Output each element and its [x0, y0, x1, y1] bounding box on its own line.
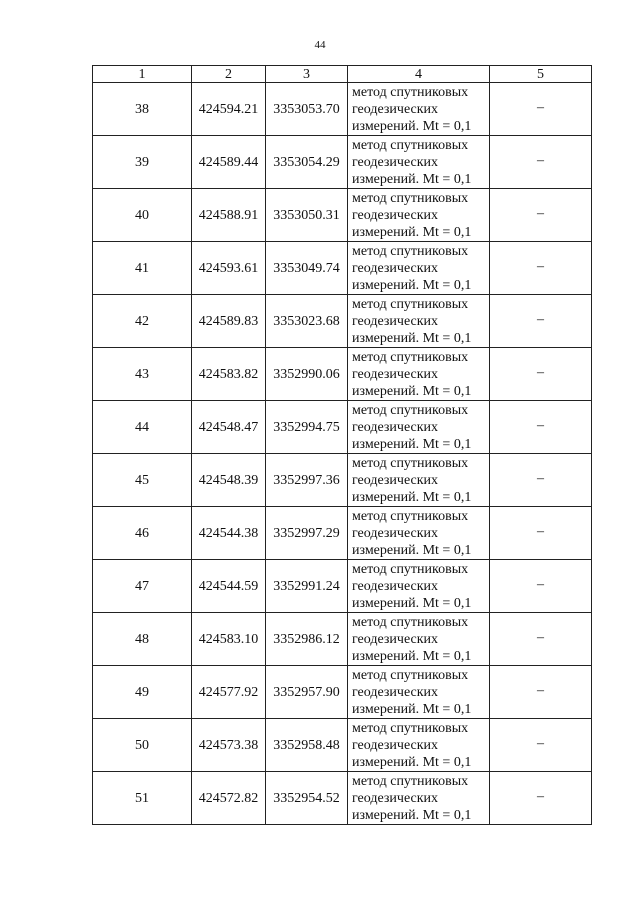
note-cell — [490, 401, 592, 454]
method-line-3: измерений. Mt = 0,1 — [352, 224, 472, 240]
method-cell — [348, 348, 490, 401]
method-cell — [348, 189, 490, 242]
y-coordinate-cell: 3353054.29 — [266, 136, 348, 189]
x-coordinate-cell: 424593.61 — [192, 242, 266, 295]
method-line-2: геодезических — [352, 313, 439, 329]
note-value: – — [537, 205, 544, 221]
table-row — [93, 772, 592, 825]
table-row — [93, 189, 592, 242]
table-row — [93, 560, 592, 613]
note-value: – — [537, 417, 544, 433]
y-coordinate-cell: 3352997.29 — [266, 507, 348, 560]
note-value: – — [537, 735, 544, 751]
point-number-cell: 51 — [93, 772, 192, 825]
method-line-1: метод спутниковых — [352, 773, 469, 789]
header-col-2: 2 — [192, 66, 266, 83]
note-value: – — [537, 523, 544, 539]
x-coordinate-cell: 424577.92 — [192, 666, 266, 719]
method-cell — [348, 401, 490, 454]
note-value: – — [537, 470, 544, 486]
note-value: – — [537, 629, 544, 645]
y-coordinate-cell: 3352986.12 — [266, 613, 348, 666]
y-coordinate-cell: 3353050.31 — [266, 189, 348, 242]
note-cell — [490, 295, 592, 348]
method-cell — [348, 772, 490, 825]
method-cell — [348, 666, 490, 719]
note-cell — [490, 560, 592, 613]
method-line-2: геодезических — [352, 631, 439, 647]
point-number-cell: 40 — [93, 189, 192, 242]
method-line-3: измерений. Mt = 0,1 — [352, 383, 472, 399]
method-line-3: измерений. Mt = 0,1 — [352, 542, 472, 558]
method-cell — [348, 560, 490, 613]
method-line-1: метод спутниковых — [352, 296, 469, 312]
method-line-2: геодезических — [352, 101, 439, 117]
method-cell — [348, 507, 490, 560]
x-coordinate-cell: 424583.82 — [192, 348, 266, 401]
method-line-1: метод спутниковых — [352, 455, 469, 471]
method-cell — [348, 136, 490, 189]
y-coordinate-cell: 3352991.24 — [266, 560, 348, 613]
note-value: – — [537, 364, 544, 380]
note-cell — [490, 189, 592, 242]
table-row — [93, 719, 592, 772]
method-line-1: метод спутниковых — [352, 667, 469, 683]
note-cell — [490, 666, 592, 719]
method-line-1: метод спутниковых — [352, 614, 469, 630]
note-cell — [490, 454, 592, 507]
table-row — [93, 507, 592, 560]
point-number-cell: 47 — [93, 560, 192, 613]
x-coordinate-cell: 424589.83 — [192, 295, 266, 348]
note-cell — [490, 772, 592, 825]
method-line-3: измерений. Mt = 0,1 — [352, 648, 472, 664]
y-coordinate-cell: 3352958.48 — [266, 719, 348, 772]
method-line-2: геодезических — [352, 578, 439, 594]
method-line-3: измерений. Mt = 0,1 — [352, 277, 472, 293]
x-coordinate-cell: 424544.59 — [192, 560, 266, 613]
method-line-3: измерений. Mt = 0,1 — [352, 171, 472, 187]
method-line-1: метод спутниковых — [352, 243, 469, 259]
x-coordinate-cell: 424588.91 — [192, 189, 266, 242]
x-coordinate-cell: 424583.10 — [192, 613, 266, 666]
page-number: 44 — [314, 39, 326, 51]
y-coordinate-cell: 3352990.06 — [266, 348, 348, 401]
x-coordinate-cell: 424548.39 — [192, 454, 266, 507]
method-line-1: метод спутниковых — [352, 402, 469, 418]
header-col-1: 1 — [93, 66, 192, 83]
point-number-cell: 38 — [93, 83, 192, 136]
method-line-1: метод спутниковых — [352, 508, 469, 524]
method-cell — [348, 83, 490, 136]
method-line-2: геодезических — [352, 472, 439, 488]
y-coordinate-cell: 3352954.52 — [266, 772, 348, 825]
note-cell — [490, 719, 592, 772]
note-cell — [490, 242, 592, 295]
table-row — [93, 136, 592, 189]
note-cell — [490, 613, 592, 666]
method-line-2: геодезических — [352, 419, 439, 435]
point-number-cell: 42 — [93, 295, 192, 348]
method-line-3: измерений. Mt = 0,1 — [352, 595, 472, 611]
y-coordinate-cell: 3352994.75 — [266, 401, 348, 454]
method-line-2: геодезических — [352, 207, 439, 223]
coordinates-table — [92, 65, 592, 825]
point-number-cell: 46 — [93, 507, 192, 560]
point-number-cell: 41 — [93, 242, 192, 295]
point-number-cell: 43 — [93, 348, 192, 401]
y-coordinate-cell: 3353049.74 — [266, 242, 348, 295]
method-cell — [348, 613, 490, 666]
method-line-2: геодезических — [352, 684, 439, 700]
y-coordinate-cell: 3352997.36 — [266, 454, 348, 507]
header-col-5: 5 — [490, 66, 592, 83]
header-col-3: 3 — [266, 66, 348, 83]
table-row — [93, 666, 592, 719]
point-number-cell: 45 — [93, 454, 192, 507]
table-row — [93, 242, 592, 295]
table-row — [93, 348, 592, 401]
method-cell — [348, 242, 490, 295]
x-coordinate-cell: 424572.82 — [192, 772, 266, 825]
method-line-3: измерений. Mt = 0,1 — [352, 330, 472, 346]
table-body — [93, 83, 592, 825]
table-row — [93, 295, 592, 348]
note-value: – — [537, 576, 544, 592]
method-line-1: метод спутниковых — [352, 349, 469, 365]
x-coordinate-cell: 424544.38 — [192, 507, 266, 560]
method-line-1: метод спутниковых — [352, 190, 469, 206]
note-value: – — [537, 788, 544, 804]
method-line-3: измерений. Mt = 0,1 — [352, 807, 472, 823]
method-line-2: геодезических — [352, 154, 439, 170]
method-cell — [348, 454, 490, 507]
method-line-2: геодезических — [352, 366, 439, 382]
point-number-cell: 48 — [93, 613, 192, 666]
method-line-3: измерений. Mt = 0,1 — [352, 489, 472, 505]
method-line-2: геодезических — [352, 737, 439, 753]
header-row — [93, 66, 592, 83]
method-line-2: геодезических — [352, 525, 439, 541]
table-row — [93, 454, 592, 507]
note-value: – — [537, 99, 544, 115]
point-number-cell: 44 — [93, 401, 192, 454]
x-coordinate-cell: 424573.38 — [192, 719, 266, 772]
x-coordinate-cell: 424594.21 — [192, 83, 266, 136]
method-cell — [348, 719, 490, 772]
header-col-4: 4 — [348, 66, 490, 83]
method-line-1: метод спутниковых — [352, 720, 469, 736]
table-row — [93, 401, 592, 454]
note-cell — [490, 83, 592, 136]
note-value: – — [537, 311, 544, 327]
y-coordinate-cell: 3353023.68 — [266, 295, 348, 348]
x-coordinate-cell: 424548.47 — [192, 401, 266, 454]
method-line-1: метод спутниковых — [352, 84, 469, 100]
table-row — [93, 83, 592, 136]
point-number-cell: 49 — [93, 666, 192, 719]
method-line-2: геодезических — [352, 790, 439, 806]
note-value: – — [537, 682, 544, 698]
note-value: – — [537, 258, 544, 274]
y-coordinate-cell: 3353053.70 — [266, 83, 348, 136]
method-line-3: измерений. Mt = 0,1 — [352, 436, 472, 452]
x-coordinate-cell: 424589.44 — [192, 136, 266, 189]
note-cell — [490, 136, 592, 189]
note-cell — [490, 348, 592, 401]
method-line-3: измерений. Mt = 0,1 — [352, 701, 472, 717]
note-cell — [490, 507, 592, 560]
method-line-3: измерений. Mt = 0,1 — [352, 754, 472, 770]
method-line-3: измерений. Mt = 0,1 — [352, 118, 472, 134]
method-line-1: метод спутниковых — [352, 137, 469, 153]
point-number-cell: 39 — [93, 136, 192, 189]
table-row — [93, 613, 592, 666]
method-cell — [348, 295, 490, 348]
method-line-2: геодезических — [352, 260, 439, 276]
method-line-1: метод спутниковых — [352, 561, 469, 577]
y-coordinate-cell: 3352957.90 — [266, 666, 348, 719]
note-value: – — [537, 152, 544, 168]
table-header — [93, 66, 592, 83]
point-number-cell: 50 — [93, 719, 192, 772]
